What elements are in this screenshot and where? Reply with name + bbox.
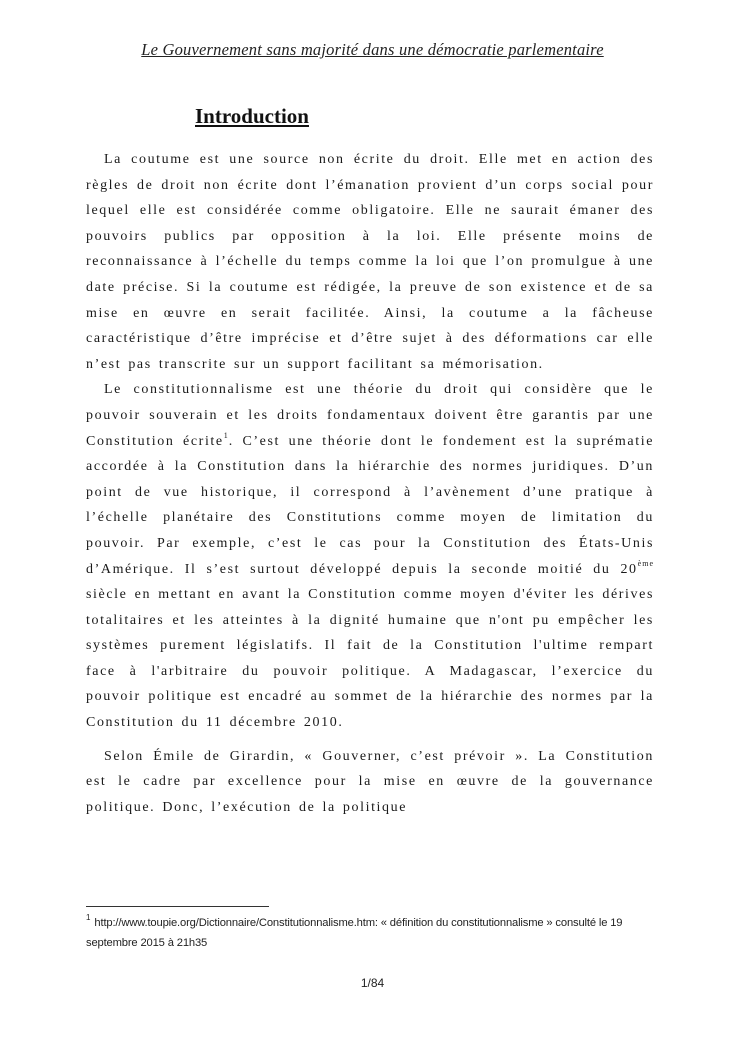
footnote	[86, 913, 661, 953]
paragraph-coutume: La coutume est une source non écrite du droit. Elle met en action des règles de droit non écrite dont l’émanation provient d’un corps social pour lequel elle est considérée comme obligatoire. Elle ne saurait émaner des pouvoirs publics par opposition à la loi. Elle présente moins de reconnaissance à l’échelle du temps comme la loi que l’on promulgue à une date précise. Si la coutume est rédigée, la preuve de son existence et de sa mise en œuvre en serait facilitée. Ainsi, la coutume a la fâcheuse caractéristique d’être imprécise et d’être sujet à des déformations car elle n’est pas transcrite sur un support facilitant sa mémorisation.	[86, 152, 654, 372]
section-title: Introduction	[195, 104, 309, 128]
ordinal-superscript: ème	[637, 558, 654, 568]
footnote-reference[interactable]: 1	[223, 430, 229, 440]
paragraph-girardin: Selon Émile de Girardin, « Gouverner, c’est prévoir ». La Constitution est le cadre par excellence pour la mise en œuvre de la gouvernance politique. Donc, l’exécution de la politique	[86, 748, 654, 815]
footnote-number: 1	[86, 913, 92, 923]
body-text	[86, 147, 654, 820]
paragraph-text-part: siècle en mettant en avant la Constitution comme moyen d'éviter les dérives totalitaires et les atteintes à la dignité humaine que n'ont pu empêcher les systèmes purement législatifs. Il fait de la Constitution l'ultime rempart face à l'arbitraire du pouvoir politique. A Madagascar, l’exercice du pouvoir politique est encadré au sommet de la hiérarchie des normes par la Constitution du 11 décembre 2010.	[86, 587, 654, 731]
footnote-text[interactable]: http://www.toupie.org/Dictionnaire/Constitutionnalisme.htm: « définition du constitutionnalisme » consulté le 19 septembre 2015 à 21h35	[86, 917, 623, 949]
footnote-separator	[86, 906, 269, 907]
paragraph-constitutionnalisme	[86, 377, 654, 735]
page-number: 1/84	[360, 976, 385, 990]
paragraph-text-part: . C’est une théorie dont le fondement est la suprématie accordée à la Constitution dans la hiérarchie des normes juridiques. D’un point de vue historique, il correspond à l’avènement d’une pratique à l’échelle planétaire des Constitutions comme moyen de limitation du pouvoir. Par exemple, c’est le cas pour la Constitution des États-Unis d’Amérique. Il s’est surtout développé depuis la seconde moitié du 20	[86, 433, 655, 577]
paragraph-text-part: Le constitutionnalisme est une théorie du droit qui considère que le pouvoir souverain et les droits fondamentaux doivent être garantis par une Constitution écrite	[86, 382, 654, 449]
running-header: Le Gouvernement sans majorité dans une démocratie parlementaire	[141, 40, 604, 59]
